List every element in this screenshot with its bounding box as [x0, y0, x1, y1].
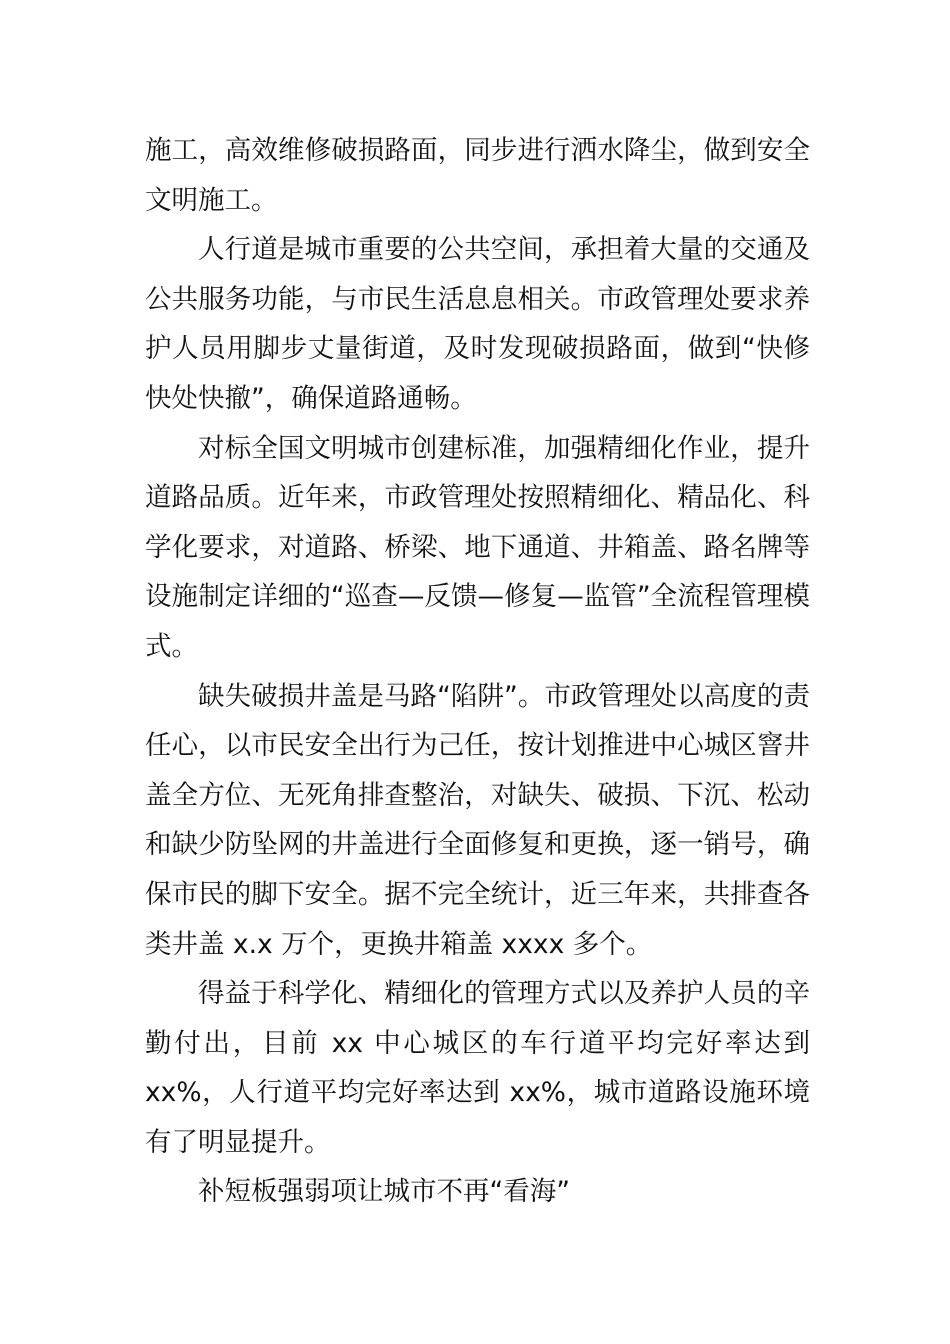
section-heading: 补短板强弱项让城市不再“看海”: [198, 1176, 570, 1208]
paragraph-results: 得益于科学化、精细化的管理方式以及养护人员的辛勤付出，目前 xx 中心城区的车行道平均完好率达到 xx%，人行道平均完好率达到 xx%，城市道路设施环境有了明显提升。: [145, 978, 810, 1158]
paragraph-sidewalk: 人行道是城市重要的公共空间，承担着大量的交通及公共服务功能，与市民生活息息相关。市政管理处要求养护人员用脚步丈量街道，及时发现破损路面，做到“快修快处快撤”，确保道路通畅。: [145, 234, 810, 414]
document-body: [145, 126, 810, 1217]
paragraph-standards: 对标全国文明城市创建标准，加强精细化作业，提升道路品质。近年来，市政管理处按照精细化、精品化、科学化要求，对道路、桥梁、地下通道、井箱盖、路名牌等设施制定详细的“巡查—反馈—修复—监管”全流程管理模式。: [145, 432, 810, 662]
paragraph-continuation: 施工，高效维修破损路面，同步进行洒水降尘，做到安全文明施工。: [145, 135, 810, 216]
paragraph-manhole-covers: 缺失破损井盖是马路“陷阱”。市政管理处以高度的责任心，以市民安全出行为己任，按计划推进中心城区窨井盖全方位、无死角排查整治，对缺失、破损、下沉、松动和缺少防坠网的井盖进行全面修复和更换，逐一销号，确保市民的脚下安全。据不完全统计，近三年来，共排查各类井盖 x.x 万个，更换井箱盖 xxxx 多个。: [145, 680, 810, 960]
